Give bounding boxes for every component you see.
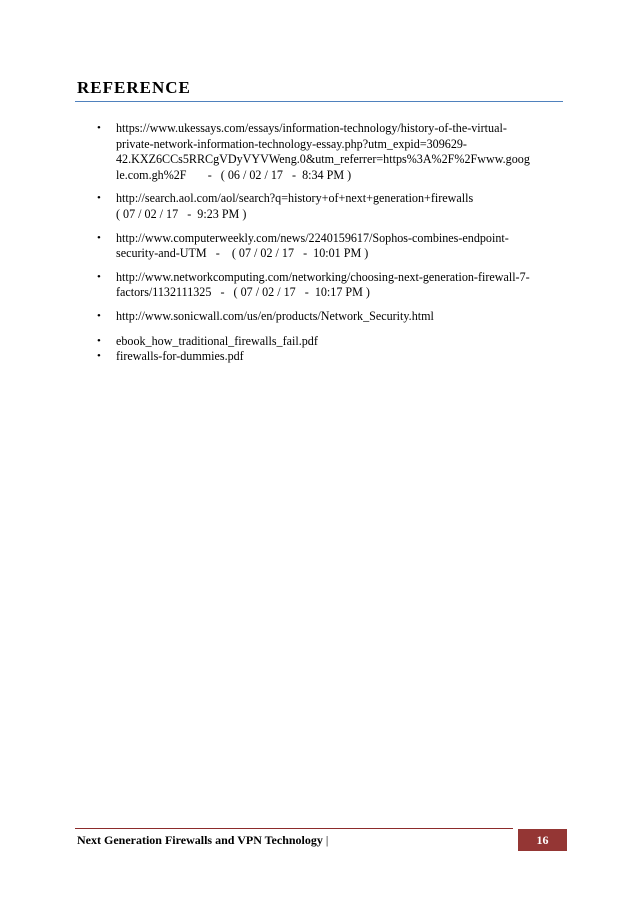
reference-line: factors/1132111325 - ( 07 / 02 / 17 - 10:17 PM ) bbox=[116, 285, 370, 300]
footer-title-text: Next Generation Firewalls and VPN Technology bbox=[77, 833, 323, 847]
reference-line: 42.KXZ6CCs5RRCgVDyVYVWeng.0&utm_referrer=https%3A%2F%2Fwww.goog bbox=[116, 152, 530, 167]
bullet-icon: • bbox=[97, 334, 101, 347]
reference-line: private-network-information-technology-essay.php?utm_expid=309629- bbox=[116, 136, 467, 151]
page-number: 16 bbox=[536, 832, 549, 847]
footer-rule bbox=[75, 828, 513, 829]
reference-line: firewalls-for-dummies.pdf bbox=[116, 349, 244, 364]
reference-heading: REFERENCE bbox=[77, 78, 191, 97]
reference-line: http://www.networkcomputing.com/networking/choosing-next-generation-firewall-7- bbox=[116, 269, 530, 284]
reference-item bbox=[97, 270, 567, 301]
heading-rule bbox=[75, 101, 563, 102]
bullet-icon: • bbox=[97, 122, 101, 134]
reference-line: http://search.aol.com/aol/search?q=history+of+next+generation+firewalls bbox=[116, 191, 474, 206]
reference-line: https://www.ukessays.com/essays/information-technology/history-of-the-virtual- bbox=[116, 121, 507, 135]
reference-item bbox=[97, 334, 567, 350]
reference-line: security-and-UTM - ( 07 / 02 / 17 - 10:01 PM ) bbox=[116, 246, 369, 261]
reference-line: le.com.gh%2F - ( 06 / 02 / 17 - 8:34 PM ) bbox=[116, 167, 352, 182]
bullet-icon: • bbox=[97, 192, 101, 205]
reference-line: http://www.computerweekly.com/news/2240159617/Sophos-combines-endpoint- bbox=[116, 230, 509, 245]
bullet-icon: • bbox=[97, 350, 101, 363]
reference-item bbox=[97, 231, 567, 262]
reference-line: http://www.sonicwall.com/us/en/products/Network_Security.html bbox=[116, 308, 434, 323]
bullet-icon: • bbox=[97, 309, 101, 322]
reference-item bbox=[97, 121, 567, 183]
bullet-icon: • bbox=[97, 270, 101, 283]
reference-item bbox=[97, 309, 567, 325]
bullet-icon: • bbox=[97, 231, 101, 244]
page-number-badge bbox=[518, 829, 567, 851]
reference-line: ebook_how_traditional_firewalls_fail.pdf bbox=[116, 333, 318, 348]
footer-title bbox=[77, 833, 328, 848]
footer-separator: | bbox=[325, 833, 329, 847]
reference-item bbox=[97, 349, 567, 365]
reference-line: ( 07 / 02 / 17 - 9:23 PM ) bbox=[116, 206, 247, 221]
reference-list bbox=[97, 121, 567, 365]
reference-item bbox=[97, 191, 567, 222]
